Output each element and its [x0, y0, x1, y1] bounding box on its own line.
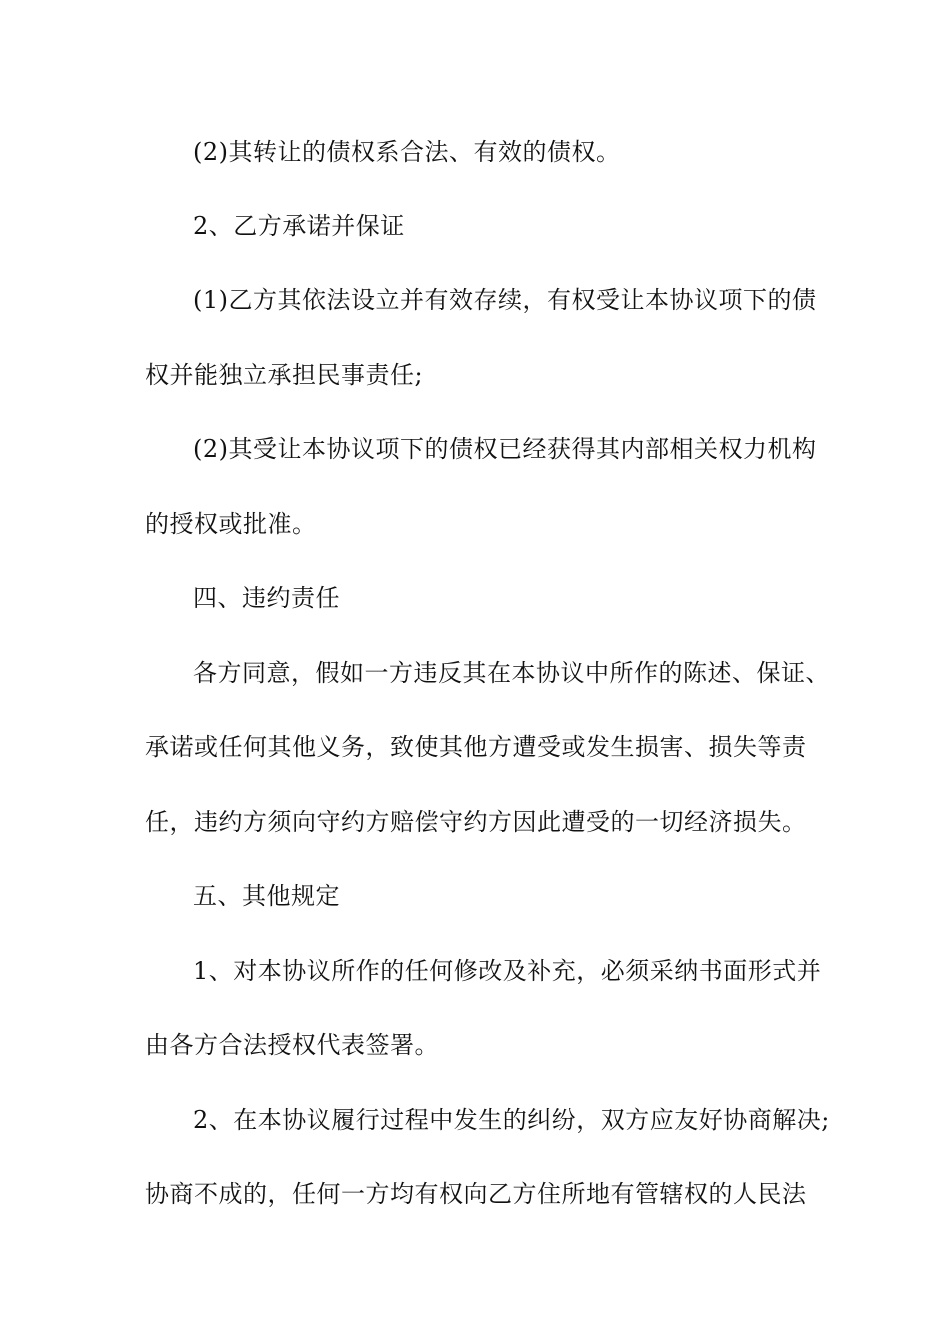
section-heading: 四、违约责任 [193, 584, 340, 612]
paragraph-line: 各方同意，假如一方违反其在本协议中所作的陈述、保证、 [193, 659, 830, 687]
paragraph-line: 由各方合法授权代表签署。 [145, 1031, 439, 1059]
paragraph-line: 承诺或任何其他义务，致使其他方遭受或发生损害、损失等责 [145, 733, 807, 761]
paragraph-line: (2)其转让的债权系合法、有效的债权。 [193, 138, 621, 166]
section-heading: 五、其他规定 [193, 882, 340, 910]
paragraph-line: (1)乙方其依法设立并有效存续，有权受让本协议项下的债 [193, 286, 817, 314]
paragraph-line: 任，违约方须向守约方赔偿守约方因此遭受的一切经济损失。 [145, 808, 807, 836]
section-heading: 2、乙方承诺并保证 [193, 212, 405, 240]
paragraph-line: 的授权或批准。 [145, 510, 317, 538]
paragraph-line: (2)其受让本协议项下的债权已经获得其内部相关权力机构 [193, 435, 817, 463]
paragraph-line: 2、在本协议履行过程中发生的纠纷，双方应友好协商解决; [193, 1106, 830, 1134]
paragraph-line: 权并能独立承担民事责任; [145, 361, 424, 389]
paragraph-line: 协商不成的，任何一方均有权向乙方住所地有管辖权的人民法 [145, 1180, 807, 1208]
paragraph-line: 1、对本协议所作的任何修改及补充，必须采纳书面形式并 [193, 957, 822, 985]
